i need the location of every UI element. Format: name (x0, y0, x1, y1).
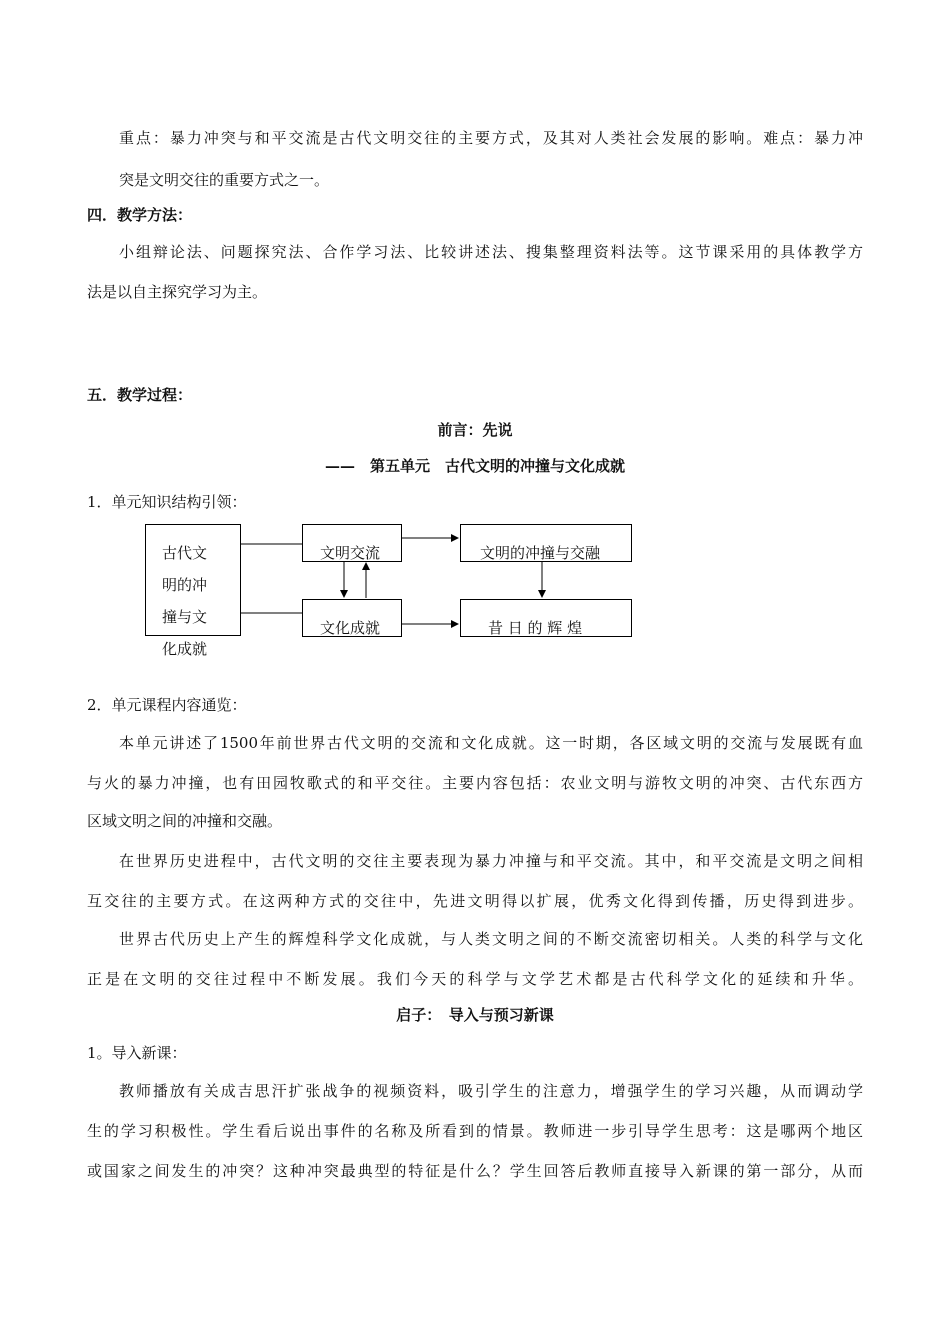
item-1-structure: 1．单元知识结构引领： (87, 493, 247, 511)
left-box-line-1: 古代文 (162, 544, 208, 562)
para4-line-2: 生的学习积极性。学生看后说出事件的名称及所看到的情景。教师进一步引导学生思考：这是哪两个地区 (87, 1122, 863, 1140)
key-points-line-2: 突是文明交往的重要方式之一。 (119, 171, 330, 189)
para3-line-1: 世界古代历史上产生的辉煌科学文化成就，与人类文明之间的不断交流密切相关。人类的科学与文化 (119, 930, 863, 948)
left-box-line-3: 撞与文 (162, 608, 208, 626)
intro-title: 启子： 导入与预习新课 (396, 1006, 554, 1024)
box-collision-label: 文明的冲撞与交融 (480, 544, 601, 562)
key-points-line-1: 重点：暴力冲突与和平交流是古代文明交往的主要方式，及其对人类社会发展的影响。难点：暴力冲 (119, 129, 863, 147)
para2-line-2: 互交往的主要方式。在这两种方式的交往中，先进文明得以扩展，优秀文化得到传播，历史得到进步。 (87, 892, 863, 910)
preface-subtitle: —— 第五单元 古代文明的冲撞与文化成就 (324, 457, 625, 475)
box-exchange-label: 文明交流 (320, 544, 381, 562)
section-4-heading: 四．教学方法： (87, 206, 193, 224)
para1-line-3: 区域文明之间的冲撞和交融。 (87, 812, 283, 830)
para1-line-2: 与火的暴力冲撞，也有田园牧歌式的和平交往。主要内容包括：农业文明与游牧文明的冲突、古代东西方 (87, 774, 863, 792)
para4-line-1: 教师播放有关成吉思汗扩张战争的视频资料，吸引学生的注意力，增强学生的学习兴趣，从而调动学 (119, 1082, 863, 1100)
intro-item-1: 1。导入新课： (87, 1044, 187, 1062)
preface-title: 前言：先说 (437, 421, 513, 439)
method-line-2: 法是以自主探究学习为主。 (87, 283, 268, 301)
left-box-line-2: 明的冲 (162, 576, 208, 594)
para2-line-1: 在世界历史进程中，古代文明的交往主要表现为暴力冲撞与和平交流。其中，和平交流是文明之间相 (119, 852, 863, 870)
left-box-line-4: 化成就 (162, 640, 208, 658)
item-2-overview: 2．单元课程内容通览： (87, 696, 247, 714)
method-line-1: 小组辩论法、问题探究法、合作学习法、比较讲述法、搜集整理资料法等。这节课采用的具体教学方 (119, 243, 863, 261)
section-5-heading: 五．教学过程： (87, 386, 193, 404)
para1-line-1: 本单元讲述了1500年前世界古代文明的交流和文化成就。这一时期，各区域文明的交流与发展既有血 (119, 734, 863, 752)
para3-line-2: 正是在文明的交往过程中不断发展。我们今天的科学与文学艺术都是古代科学文化的延续和升华。 (87, 970, 863, 988)
box-glory-label: 昔 日 的 辉 煌 (488, 619, 583, 637)
para4-line-3: 或国家之间发生的冲突？这种冲突最典型的特征是什么？学生回答后教师直接导入新课的第一部分，从而 (87, 1162, 863, 1180)
box-culture-label: 文化成就 (320, 619, 381, 637)
